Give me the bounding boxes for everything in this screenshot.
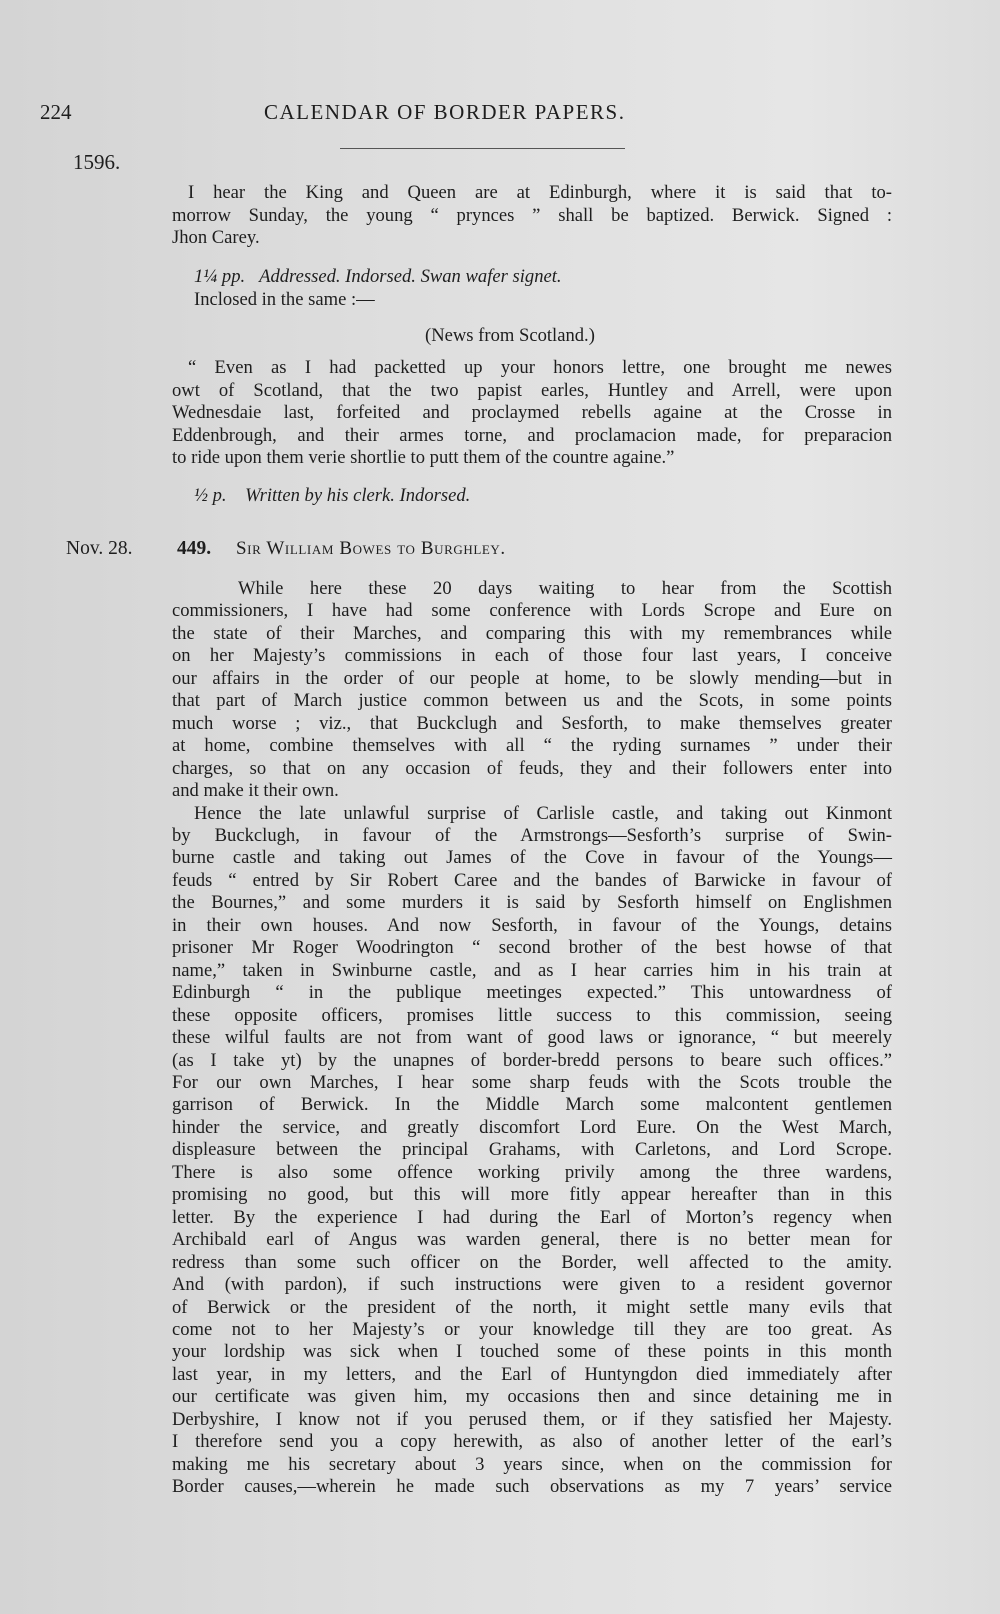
entry-line: these opposite officers, promises little success to this commission, seeing — [172, 1004, 892, 1026]
entry-line: Border causes,—wherein he made such observations as my 7 years’ service — [172, 1476, 892, 1498]
news-line: owt of Scotland, that the two papist earles, Huntley and Arrell, were upon — [172, 379, 892, 401]
entry-line: I therefore send you a copy herewith, as also of another letter of the earl’s — [172, 1431, 892, 1453]
entry-line: our affairs in the order of our people at home, to be slowly mending—but in — [172, 667, 892, 689]
entry-line: (as I take yt) by the unapnes of border-bredd persons to beare such offices.” — [172, 1049, 892, 1071]
entry-line: And (with pardon), if such instructions were given to a resident governor — [172, 1274, 892, 1296]
letter-line: I hear the King and Queen are at Edinburgh, where it is said that to- — [188, 182, 892, 203]
entry-line: in their own houses. And now Sesforth, in favour of the Youngs, detains — [172, 914, 892, 936]
entry-line: on her Majesty’s commissions in each of those four last years, I conceive — [172, 645, 892, 667]
entry-line: For our own Marches, I hear some sharp feuds with the Scots trouble the — [172, 1071, 892, 1093]
entry-line: Derbyshire, I know not if you perused them, or if they satisfied her Majesty. — [172, 1408, 892, 1430]
news-line: “ Even as I had packetted up your honors lettre, one brought me newes — [188, 357, 892, 378]
entry-heading: Sir William Bowes to Burghley. — [236, 538, 506, 559]
inclosed-line: Inclosed in the same :— — [194, 289, 375, 310]
entry-line: and make it their own. — [172, 780, 339, 802]
entry-line: come not to her Majesty’s or your knowledge till they are too great. As — [172, 1318, 892, 1340]
entry-line: the state of their Marches, and comparing this with my remembrances while — [172, 622, 892, 644]
entry-line: our certificate was given him, my occasions then and since detaining me in — [172, 1386, 892, 1408]
header-rule — [340, 148, 625, 149]
entry-line: letter. By the experience I had during the Earl of Morton’s regency when — [172, 1206, 892, 1228]
letter-note-size: 1¼ pp. — [194, 266, 246, 287]
entry-line: displeasure between the principal Grahams, with Carletons, and Lord Scrope. — [172, 1139, 892, 1161]
letter-line: Jhon Carey. — [172, 227, 260, 249]
letter-end — [172, 182, 892, 250]
news-line: Wednesdaie last, forfeited and proclaymed rebells againe at the Crosse in — [172, 402, 892, 424]
news-note — [194, 485, 470, 507]
entry-line: your lordship was sick when I touched some of these points in this month — [172, 1341, 892, 1363]
news-body — [172, 357, 892, 470]
letter-note — [194, 266, 562, 288]
entry-number: 449. — [177, 538, 212, 559]
entry-line: by Buckclugh, in favour of the Armstrongs—Sesforth’s surprise of Swin- — [172, 824, 892, 846]
entry-line: feuds “ entred by Sir Robert Caree and the bandes of Barwicke in favour of — [172, 869, 892, 891]
entry-line: While here these 20 days waiting to hear from the Scottish — [238, 578, 892, 599]
news-note-size: ½ p. — [194, 485, 227, 506]
letter-line: morrow Sunday, the young “ prynces ” shall be baptized. Berwick. Signed : — [172, 204, 892, 226]
entry-line: Edinburgh “ in the publique meetinges expected.” This untowardness of — [172, 982, 892, 1004]
entry-line: Hence the late unlawful surprise of Carlisle castle, and taking out Kinmont — [194, 802, 892, 824]
entry-line: the Bournes,” and some murders it is said by Sesforth himself on Englishmen — [172, 892, 892, 914]
entry-line: redress than some such officer on the Border, well affected to the amity. — [172, 1251, 892, 1273]
entry-line: name,” taken in Swinburne castle, and as I hear carries him in his train at — [172, 959, 892, 981]
entry-line: charges, so that on any occasion of feuds, they and their followers enter into — [172, 757, 892, 779]
entry-line: commissioners, I have had some conference with Lords Scrope and Eure on — [172, 600, 892, 622]
entry-line: garrison of Berwick. In the Middle March some malcontent gentlemen — [172, 1094, 892, 1116]
running-title: CALENDAR OF BORDER PAPERS. — [264, 100, 626, 124]
news-line: Eddenbrough, and their armes torne, and proclamacion made, for preparacion — [172, 424, 892, 446]
entry-line: that part of March justice common between us and the Scots, in some points — [172, 690, 892, 712]
entry-line: at home, combine themselves with all “ the ryding surnames ” under their — [172, 735, 892, 757]
entry-line: last year, in my letters, and the Earl of Huntyngdon died immediately after — [172, 1363, 892, 1385]
news-note-text: Written by his clerk. Indorsed. — [245, 485, 471, 506]
entry-line: burne castle and taking out James of the Cove in favour of the Youngs— — [172, 847, 892, 869]
entry-line: There is also some offence working privily among the three wardens, — [172, 1161, 892, 1183]
news-heading: (News from Scotland.) — [425, 325, 595, 346]
entry-line: hinder the service, and greatly discomfort Lord Eure. On the West March, — [172, 1116, 892, 1138]
entry-line: prisoner Mr Roger Woodrington “ second brother of the best howse of that — [172, 937, 892, 959]
page-number: 224 — [40, 100, 72, 124]
entry-line: of Berwick or the president of the north, it might settle many evils that — [172, 1296, 892, 1318]
entry-line: making me his secretary about 3 years since, when on the commission for — [172, 1453, 892, 1475]
news-line: to ride upon them verie shortlie to putt them of the countre againe.” — [172, 447, 675, 469]
entry-line: Archibald earl of Angus was warden general, there is no better mean for — [172, 1229, 892, 1251]
entry-date: Nov. 28. — [66, 538, 133, 559]
entry-body — [172, 578, 892, 1499]
margin-year: 1596. — [73, 150, 121, 174]
entry-line: these wilful faults are not from want of good laws or ignorance, “ but meerely — [172, 1027, 892, 1049]
letter-note-text: Addressed. Indorsed. Swan wafer signet. — [259, 266, 562, 287]
entry-line: much worse ; viz., that Buckclugh and Sesforth, to make themselves greater — [172, 712, 892, 734]
entry-line: promising no good, but this will more fitly appear hereafter than in this — [172, 1184, 892, 1206]
